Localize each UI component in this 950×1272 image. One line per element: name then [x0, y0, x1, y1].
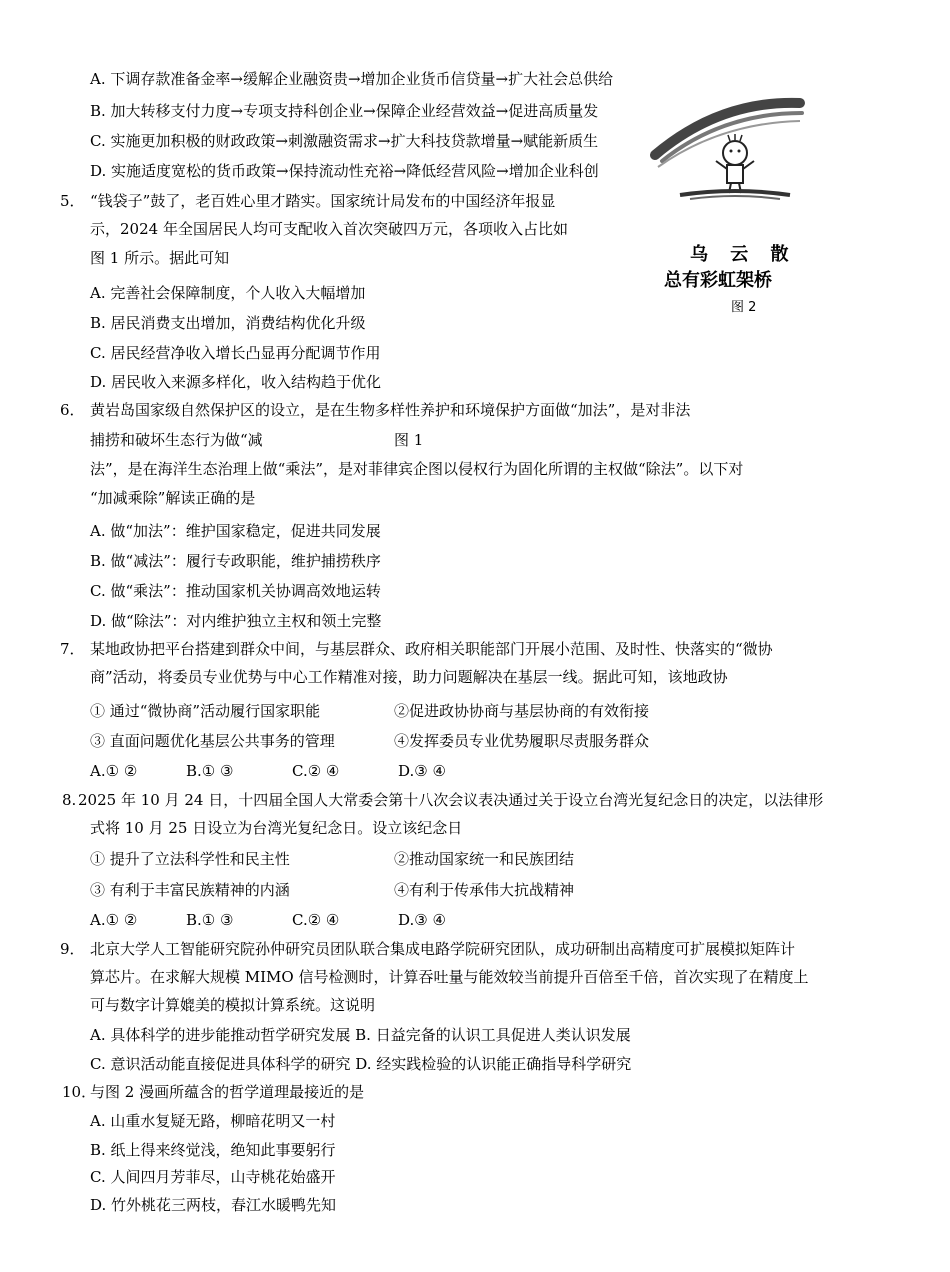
- q7-stem-line1: 某地政协把平台搭建到群众中间，与基层群众、政府相关职能部门开展小范围、及时性、快落实的“微协: [90, 640, 773, 658]
- q8-stem-line2: 式将 10 月 25 日设立为台湾光复纪念日。设立该纪念日: [90, 819, 463, 837]
- q7-statement-1: ① 通过“微协商”活动履行国家职能: [90, 702, 321, 720]
- q8-option-c: C.② ④: [292, 911, 340, 929]
- q10-stem: 与图 2 漫画所蕴含的哲学道理最接近的是: [90, 1083, 365, 1101]
- q7-option-a: A.① ②: [90, 762, 138, 780]
- figure-1-label: 图 1: [394, 431, 424, 449]
- q4-option-d: D. 实施适度宽松的货币政策→保持流动性充裕→降低经营风险→增加企业科创: [90, 162, 599, 180]
- q7-statement-4: ④发挥委员专业优势履职尽责服务群众: [394, 732, 650, 750]
- rainbow-cartoon-illustration: [650, 95, 810, 205]
- q8-option-b: B.① ③: [186, 911, 234, 929]
- q6-stem-line4: “加减乘除”解读正确的是: [90, 489, 256, 507]
- q10-option-b: B. 纸上得来终觉浅，绝知此事要躬行: [90, 1141, 336, 1159]
- figure-2-label: 图 2: [731, 300, 757, 315]
- q9-stem-line3: 可与数字计算媲美的模拟计算系统。这说明: [90, 996, 376, 1014]
- q5-stem-line3: 图 1 所示。据此可知: [90, 249, 230, 267]
- q7-stem-line2: 商”活动，将委员专业优势与中心工作精准对接，助力问题解决在基层一线。据此可知，该地政协: [90, 668, 728, 686]
- q5-option-b: B. 居民消费支出增加，消费结构优化升级: [90, 314, 366, 332]
- q6-number: 6．: [60, 401, 85, 419]
- q8-statement-3: ③ 有利于丰富民族精神的内涵: [90, 881, 290, 899]
- q5-option-d: D. 居民收入来源多样化，收入结构趋于优化: [90, 373, 382, 391]
- q9-stem-line1: 北京大学人工智能研究院孙仲研究员团队联合集成电路学院研究团队，成功研制出高精度可扩展模拟矩阵计: [90, 940, 796, 958]
- q8-option-d: D.③ ④: [398, 911, 446, 929]
- q8-number: 8.: [62, 791, 77, 809]
- q4-option-b: B. 加大转移支付力度→专项支持科创企业→保障企业经营效益→促进高质量发: [90, 102, 599, 120]
- q5-option-a: A. 完善社会保障制度，个人收入大幅增加: [90, 284, 366, 302]
- q10-option-c: C. 人间四月芳菲尽，山寺桃花始盛开: [90, 1168, 336, 1186]
- q6-option-a: A. 做“加法”：维护国家稳定，促进共同发展: [90, 522, 381, 540]
- q5-number: 5．: [60, 192, 85, 210]
- q7-statement-2: ②促进政协协商与基层协商的有效衔接: [394, 702, 650, 720]
- q4-option-c: C. 实施更加积极的财政政策→刺激融资需求→扩大科技贷款增量→赋能新质生: [90, 132, 599, 150]
- figure-2-caption-line2: 总有彩虹架桥: [664, 270, 772, 291]
- q9-options-cd: C. 意识活动能直接促进具体科学的研究 D. 经实践检验的认识能正确指导科学研究: [90, 1055, 632, 1073]
- q7-option-d: D.③ ④: [398, 762, 446, 780]
- q6-option-b: B. 做“减法”：履行专政职能，维护捕捞秩序: [90, 552, 381, 570]
- q8-statement-1: ① 提升了立法科学性和民主性: [90, 850, 290, 868]
- q6-stem-line2: 捕捞和破坏生态行为做“减: [90, 431, 263, 449]
- q6-stem-line1: 黄岩岛国家级自然保护区的设立，是在生物多样性养护和环境保护方面做“加法”，是对非法: [90, 401, 691, 419]
- q6-stem-line3: 法”，是在海洋生态治理上做“乘法”，是对菲律宾企图以侵权行为固化所谓的主权做“除法”。以下对: [90, 460, 744, 478]
- q5-stem-line1: “钱袋子”鼓了，老百姓心里才踏实。国家统计局发布的中国经济年报显: [90, 192, 556, 210]
- q10-option-d: D. 竹外桃花三两枝，春江水暖鸭先知: [90, 1196, 337, 1214]
- figure-2-caption-line1: 乌 云 散: [690, 244, 797, 265]
- q7-statement-3: ③ 直面问题优化基层公共事务的管理: [90, 732, 335, 750]
- q6-option-d: D. 做“除法”：对内维护独立主权和领土完整: [90, 612, 382, 630]
- figure-2-cartoon: [650, 95, 810, 205]
- q5-option-c: C. 居民经营净收入增长凸显再分配调节作用: [90, 344, 381, 362]
- q6-option-c: C. 做“乘法”：推动国家机关协调高效地运转: [90, 582, 381, 600]
- q8-statement-2: ②推动国家统一和民族团结: [394, 850, 575, 868]
- q9-stem-line2: 算芯片。在求解大规模 MIMO 信号检测时，计算吞吐量与能效较当前提升百倍至千倍，首次实现了在精度上: [90, 968, 809, 986]
- q10-option-a: A. 山重水复疑无路，柳暗花明又一村: [90, 1112, 336, 1130]
- q8-stem-line1: 2025 年 10 月 24 日，十四届全国人大常委会第十八次会议表决通过关于设立台湾光复纪念日的决定，以法律形: [78, 791, 824, 809]
- q4-option-a: A. 下调存款准备金率→缓解企业融资贵→增加企业货币信贷量→扩大社会总供给: [90, 70, 614, 88]
- q7-option-b: B.① ③: [186, 762, 234, 780]
- q5-stem-line2: 示，2024 年全国居民人均可支配收入首次突破四万元，各项收入占比如: [90, 220, 568, 238]
- q10-number: 10．: [62, 1083, 97, 1101]
- q8-option-a: A.① ②: [90, 911, 138, 929]
- q8-statement-4: ④有利于传承伟大抗战精神: [394, 881, 575, 899]
- q7-number: 7．: [60, 640, 85, 658]
- q9-number: 9．: [60, 940, 85, 958]
- q9-options-ab: A. 具体科学的进步能推动哲学研究发展 B. 日益完备的认识工具促进人类认识发展: [90, 1026, 631, 1044]
- q7-option-c: C.② ④: [292, 762, 340, 780]
